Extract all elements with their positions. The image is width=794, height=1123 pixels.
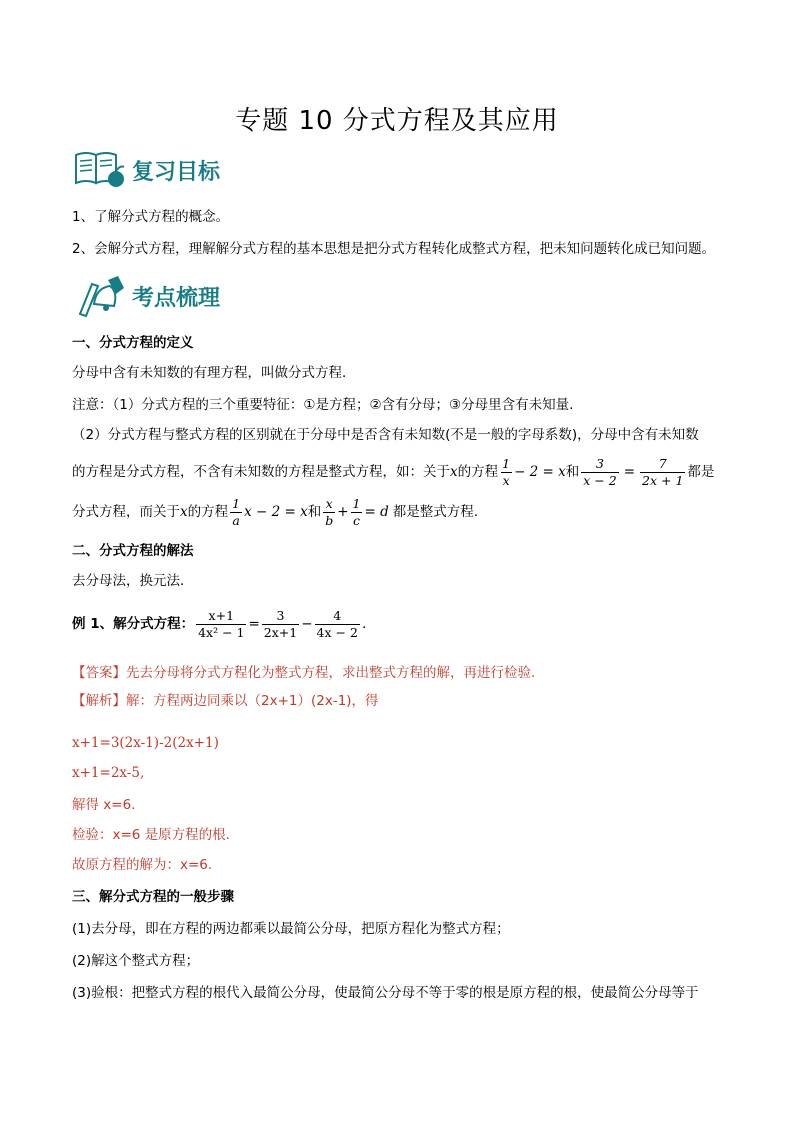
note-2c-mid: 的方程 xyxy=(187,504,229,520)
fraction-denominator: 4x − 2 xyxy=(316,624,358,640)
analysis-line xyxy=(72,692,379,710)
fraction-numerator: 7 xyxy=(658,455,667,471)
note-1: 注意：（1）分式方程的三个重要特征：①是方程；②含有分母；③分母里含有未知量. xyxy=(72,397,574,413)
fraction-example-mid xyxy=(262,609,299,640)
fraction-denominator: 4x² − 1 xyxy=(198,624,245,640)
book-icon xyxy=(72,149,126,191)
page-title: 专题 10 分式方程及其应用 xyxy=(235,106,559,136)
equation-4-rest: = d xyxy=(364,504,389,520)
fraction-numerator: 3 xyxy=(276,607,285,623)
general-step-2: (2)解这个整式方程； xyxy=(72,953,200,969)
fraction-example-left xyxy=(196,609,246,640)
fraction-1-over-x xyxy=(500,457,512,488)
equals-sign: = xyxy=(248,616,260,632)
bell-icon xyxy=(72,274,126,318)
section-header-review-goals xyxy=(72,148,220,192)
answer-text: 先去分母将分式方程化为整式方程，求出整式方程的解，再进行检验. xyxy=(126,665,536,681)
section-header-key-points xyxy=(72,274,220,318)
note-2c-end: 都是整式方程. xyxy=(392,504,479,520)
note-2b-prefix: 的方程是分式方程，不含有未知数的方程是整式方程，如：关于 xyxy=(72,464,450,480)
heading-definition: 一、分式方程的定义 xyxy=(72,335,194,351)
section-title-review-goals: 复习目标 xyxy=(132,159,221,185)
answer-tag: 【答案】 xyxy=(72,665,126,681)
note-2c xyxy=(72,492,478,532)
minus-sign: − xyxy=(301,616,313,632)
fraction-numerator: x+1 xyxy=(208,607,235,623)
section-title-key-points: 考点梳理 xyxy=(132,285,221,311)
fraction-numerator: 3 xyxy=(596,455,604,471)
var-x: x xyxy=(180,504,188,520)
note-2b xyxy=(72,452,714,492)
fraction-x-over-b xyxy=(323,497,335,528)
period: . xyxy=(361,616,367,632)
general-step-1: (1)去分母，即在方程的两边都乘以最简公分母，把原方程化为整式方程； xyxy=(72,921,510,937)
answer-line xyxy=(72,664,535,682)
example-label: 例 1、解分式方程： xyxy=(72,616,195,632)
note-2a: （2）分式方程与整式方程的区别就在于分母中是否含有未知数(不是一般的字母系数)，分母中含有未知数 xyxy=(72,427,699,443)
heading-general-steps: 三、解分式方程的一般步骤 xyxy=(72,889,234,905)
fraction-1-over-c xyxy=(351,497,363,528)
note-2c-prefix: 分式方程，而关于 xyxy=(72,504,180,520)
fraction-denominator: x − 2 xyxy=(583,472,617,488)
heading-solution-method: 二、分式方程的解法 xyxy=(72,543,194,559)
var-x: x xyxy=(450,464,458,480)
equation-1-rest: − 2 = x xyxy=(514,464,566,480)
fraction-denominator: x xyxy=(502,472,510,488)
solution-step-2: x+1=2x-5, xyxy=(72,765,145,781)
fraction-numerator: 1 xyxy=(352,495,361,511)
fraction-numerator: 1 xyxy=(502,455,511,471)
goal-2: 2、会解分式方程，理解解分式方程的基本思想是把分式方程转化成整式方程，把未知问题转化成已知问题。 xyxy=(72,241,716,257)
fraction-numerator: 4 xyxy=(333,607,342,623)
goal-1: 1、了解分式方程的概念。 xyxy=(72,209,230,225)
analysis-text: 解：方程两边同乘以（2x+1）(2x-1)，得 xyxy=(126,693,379,709)
fraction-denominator: 2x + 1 xyxy=(642,472,684,488)
fraction-denominator: 2x+1 xyxy=(263,624,298,640)
solution-step-5: 故原方程的解为：x=6. xyxy=(72,857,213,873)
fraction-7-over-2x-1 xyxy=(640,457,685,488)
conjunction-and: 和 xyxy=(307,504,322,520)
solution-step-1: x+1=3(2x-1)-2(2x+1) xyxy=(72,735,219,751)
equation-3-rest: x − 2 = x xyxy=(244,504,308,520)
fraction-example-right xyxy=(315,609,360,640)
general-step-3: (3)验根：把整式方程的根代入最简公分母，使最简公分母不等于零的根是原方程的根，使最简公分母等于 xyxy=(72,985,699,1001)
equals-sign: = xyxy=(623,464,636,480)
fraction-denominator: b xyxy=(325,512,334,528)
definition-text: 分母中含有未知数的有理方程，叫做分式方程． xyxy=(72,365,356,381)
note-2b-mid: 的方程 xyxy=(457,464,499,480)
fraction-denominator: c xyxy=(352,512,360,528)
fraction-denominator: a xyxy=(232,512,240,528)
plus-sign: + xyxy=(337,504,349,520)
fraction-1-over-a xyxy=(230,497,242,528)
conjunction-and: 和 xyxy=(565,464,580,480)
note-2b-end: 都是 xyxy=(687,464,715,480)
fraction-numerator: x xyxy=(325,495,333,511)
fraction-3-over-x-2 xyxy=(581,457,618,488)
solution-step-3: 解得 x=6. xyxy=(72,797,136,813)
fraction-numerator: 1 xyxy=(232,495,241,511)
solution-step-4: 检验：x=6 是原方程的根. xyxy=(72,827,230,843)
analysis-tag: 【解析】 xyxy=(72,693,126,709)
methods-text: 去分母法，换元法． xyxy=(72,573,194,589)
example-1 xyxy=(72,604,366,644)
